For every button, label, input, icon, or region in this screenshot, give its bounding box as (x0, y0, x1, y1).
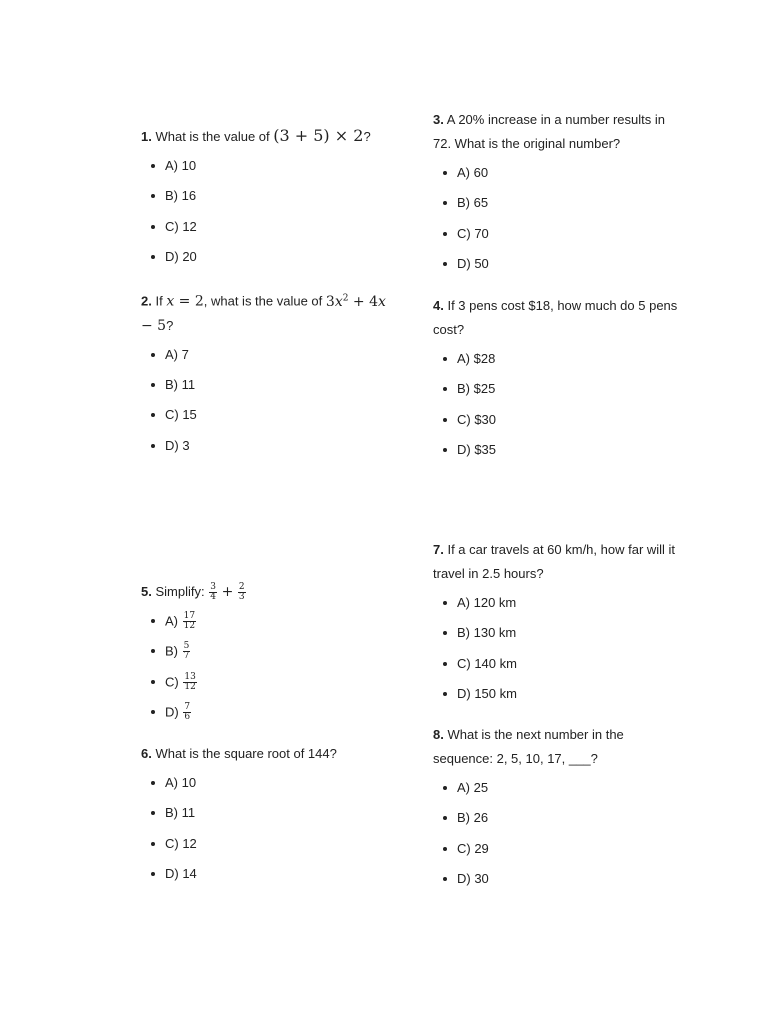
question-4-text: 4. If 3 pens cost $18, how much do 5 pens cost? (433, 298, 678, 337)
question-number: 8. (433, 727, 444, 742)
option-a[interactable]: A) 25 (433, 779, 683, 809)
option-a[interactable]: A) $28 (433, 350, 683, 380)
options-list (433, 779, 683, 900)
option-c[interactable]: C) 29 (433, 840, 683, 870)
question-7 (433, 538, 683, 715)
question-number: 1. (141, 129, 152, 144)
option-c[interactable]: C) 70 (433, 225, 683, 255)
options-list (141, 612, 391, 733)
option-b[interactable]: B) 16 (141, 187, 391, 217)
question-number: 4. (433, 298, 444, 313)
question-2 (141, 286, 391, 467)
options-list (433, 350, 683, 471)
option-b[interactable]: B) 26 (433, 809, 683, 839)
fraction: $\frac{2}{3}$ (238, 582, 245, 603)
question-1-text: 1. What is the value of (3 + 5) × 2? (141, 126, 371, 145)
options-list (141, 774, 391, 895)
option-c[interactable]: C) 15 (141, 406, 391, 436)
options-list (433, 594, 683, 715)
question-6-text: 6. What is the square root of 144? (141, 746, 337, 761)
question-8-text: 8. What is the next number in the sequence: 2, 5, 10, 17, ___? (433, 727, 624, 766)
option-b[interactable]: B) $25 (433, 380, 683, 410)
option-d[interactable]: D) 14 (141, 865, 391, 895)
question-2-text: 2. If x = 2, what is the value of $3x^2 + 4x - 5$? (141, 293, 386, 334)
question-number: 7. (433, 542, 444, 557)
option-c[interactable]: C) 12 (141, 835, 391, 865)
question-5-text: 5. Simplify: $\frac{3}{4}$ + $\frac{2}{3}$ (141, 582, 245, 603)
option-a[interactable]: A) 7 (141, 346, 391, 376)
option-d[interactable]: D) 20 (141, 248, 391, 278)
option-d[interactable]: D) 150 km (433, 685, 683, 715)
question-5 (141, 580, 391, 733)
option-c[interactable]: C) 140 km (433, 655, 683, 685)
option-c[interactable]: C) 12 (141, 218, 391, 248)
option-a[interactable]: A) 10 (141, 774, 391, 804)
option-d[interactable]: D) 30 (433, 870, 683, 900)
math-expression: (3 + 5) × 2 (273, 126, 364, 145)
math-expression: $3x^2 + 4x - 5$ (141, 293, 386, 334)
question-4 (433, 294, 683, 471)
option-b[interactable]: B) 11 (141, 376, 391, 406)
question-3 (433, 108, 683, 285)
options-list (433, 164, 683, 285)
option-a[interactable]: A) 10 (141, 157, 391, 187)
option-b[interactable]: B) 11 (141, 804, 391, 834)
option-d[interactable]: D) $\frac{7}{6}$ (141, 703, 391, 733)
options-list (141, 346, 391, 467)
question-1 (141, 124, 391, 278)
option-c[interactable]: C) $30 (433, 411, 683, 441)
option-c[interactable]: C) $\frac{13}{12}$ (141, 673, 391, 703)
question-number: 5. (141, 584, 152, 599)
fraction: $\frac{3}{4}$ (210, 582, 216, 603)
option-d[interactable]: D) $35 (433, 441, 683, 471)
option-d[interactable]: D) 3 (141, 437, 391, 467)
question-number: 6. (141, 746, 152, 761)
option-b[interactable]: B) $\frac{5}{7}$ (141, 642, 391, 672)
question-8 (433, 723, 683, 900)
question-6 (141, 742, 391, 895)
option-b[interactable]: B) 65 (433, 194, 683, 224)
options-list (141, 157, 391, 278)
option-a[interactable]: A) $\frac{17}{12}$ (141, 612, 391, 642)
option-d[interactable]: D) 50 (433, 255, 683, 285)
question-7-text: 7. If a car travels at 60 km/h, how far will it travel in 2.5 hours? (433, 542, 676, 581)
option-a[interactable]: A) 120 km (433, 594, 683, 624)
question-number: 2. (141, 293, 152, 309)
question-3-text: 3. A 20% increase in a number results in 72. What is the original number? (433, 112, 665, 151)
option-b[interactable]: B) 130 km (433, 624, 683, 654)
question-number: 3. (433, 112, 444, 127)
option-a[interactable]: A) 60 (433, 164, 683, 194)
